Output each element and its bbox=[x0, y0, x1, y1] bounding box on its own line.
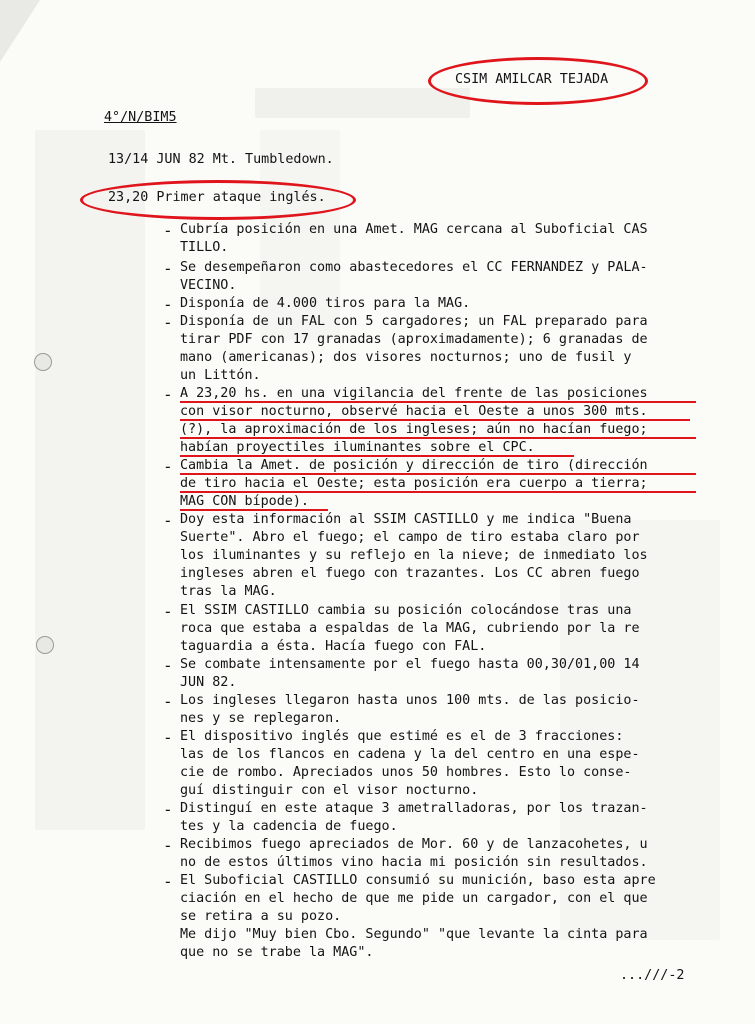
bullet-dash: - bbox=[163, 872, 173, 891]
date-location-line: 13/14 JUN 82 Mt. Tumbledown. bbox=[108, 152, 334, 167]
body-line: roca que estaba a espaldas de la MAG, cubriendo por la re bbox=[180, 621, 640, 636]
body-line: nes y se replegaron. bbox=[180, 711, 342, 726]
red-underline bbox=[180, 491, 696, 493]
red-underline bbox=[180, 419, 690, 421]
body-line: con visor nocturno, observé hacia el Oeste a unos 300 mts. bbox=[180, 404, 648, 419]
body-line: ingleses abren el fuego con trazantes. Los CC abren fuego bbox=[180, 566, 640, 581]
body-line: taguardia a ésta. Hacía fuego con FAL. bbox=[180, 639, 487, 654]
body-line: El dispositivo inglés que estimé es el de 3 fracciones: bbox=[180, 729, 624, 744]
bullet-dash: - bbox=[163, 656, 173, 675]
bullet-dash: - bbox=[163, 313, 173, 332]
bullet-dash: - bbox=[163, 800, 173, 819]
bullet-dash: - bbox=[163, 295, 173, 314]
body-line: Me dijo "Muy bien Cbo. Segundo" "que levante la cinta para bbox=[180, 927, 648, 942]
attack-highlight-circle bbox=[80, 180, 356, 220]
bullet-dash: - bbox=[163, 692, 173, 711]
red-underline bbox=[180, 509, 328, 511]
red-underline bbox=[180, 455, 574, 457]
body-line: no de estos últimos vino hacia mi posición sin resultados. bbox=[180, 855, 648, 870]
body-line: tras la MAG. bbox=[180, 584, 277, 599]
body-line: tes y la cadencia de fuego. bbox=[180, 819, 398, 834]
body-line: Cambia la Amet. de posición y dirección de tiro (dirección bbox=[180, 458, 648, 473]
page-continuation-marker: ...///-2 bbox=[620, 968, 685, 983]
bullet-dash: - bbox=[163, 457, 173, 476]
body-line: Los ingleses llegaron hasta unos 100 mts. de las posicio- bbox=[180, 693, 640, 708]
body-line: (?), la aproximación de los ingleses; aún no hacían fuego; bbox=[180, 422, 648, 437]
body-line: Se desempeñaron como abastecedores el CC FERNANDEZ y PALA- bbox=[180, 260, 648, 275]
body-line: VECINO. bbox=[180, 278, 237, 293]
body-line: un Littón. bbox=[180, 368, 261, 383]
bullet-dash: - bbox=[163, 385, 173, 404]
body-line: Distinguí en este ataque 3 ametralladoras, por los trazan- bbox=[180, 801, 648, 816]
body-line: Cubría posición en una Amet. MAG cercana al Suboficial CAS bbox=[180, 222, 648, 237]
body-line: ciación en el hecho de que me pide un cargador, con el que bbox=[180, 891, 648, 906]
body-line: las de los flancos en cadena y la del centro en una espe- bbox=[180, 747, 640, 762]
body-line: Recibimos fuego apreciados de Mor. 60 y de lanzacohetes, u bbox=[180, 837, 648, 852]
punch-hole-bottom bbox=[36, 636, 54, 654]
bullet-dash: - bbox=[163, 836, 173, 855]
bleed-through-column-left bbox=[35, 130, 145, 830]
bleed-through-title bbox=[255, 88, 470, 118]
folded-corner bbox=[0, 0, 40, 62]
body-line: Suerte". Abro el fuego; el campo de tiro estaba claro por bbox=[180, 530, 640, 545]
body-line: cie de rombo. Apreciados unos 50 hombres. Esto lo conse- bbox=[180, 765, 632, 780]
unit-code: 4°/N/BIM5 bbox=[104, 110, 177, 125]
first-attack-line: 23,20 Primer ataque inglés. bbox=[108, 190, 326, 205]
body-line: Se combate intensamente por el fuego hasta 00,30/01,00 14 bbox=[180, 657, 640, 672]
body-line: El SSIM CASTILLO cambia su posición colocándose tras una bbox=[180, 603, 632, 618]
red-underline bbox=[180, 437, 696, 439]
bullet-dash: - bbox=[163, 511, 173, 530]
body-line: JUN 82. bbox=[180, 675, 237, 690]
body-line: guí distinguir con el visor nocturno. bbox=[180, 783, 479, 798]
body-line: que no se trabe la MAG". bbox=[180, 945, 374, 960]
bullet-dash: - bbox=[163, 728, 173, 747]
body-line: Disponía de un FAL con 5 cargadores; un FAL preparado para bbox=[180, 314, 648, 329]
red-underline bbox=[180, 401, 696, 403]
body-line: Disponía de 4.000 tiros para la MAG. bbox=[180, 296, 471, 311]
bullet-dash: - bbox=[163, 221, 173, 240]
body-line: A 23,20 hs. en una vigilancia del frente de las posiciones bbox=[180, 386, 648, 401]
body-line: habían proyectiles iluminantes sobre el CPC. bbox=[180, 440, 535, 455]
author-name: CSIM AMILCAR TEJADA bbox=[455, 72, 609, 87]
body-line: Doy esta información al SSIM CASTILLO y me indica "Buena bbox=[180, 512, 632, 527]
bullet-dash: - bbox=[163, 602, 173, 621]
body-line: mano (americanas); dos visores nocturnos; uno de fusil y bbox=[180, 350, 632, 365]
punch-hole-top bbox=[34, 353, 52, 371]
body-line: los iluminantes y su reflejo en la nieve; de inmediato los bbox=[180, 548, 648, 563]
body-line: de tiro hacia el Oeste; esta posición era cuerpo a tierra; bbox=[180, 476, 648, 491]
bullet-dash: - bbox=[163, 259, 173, 278]
red-underline bbox=[180, 473, 696, 475]
body-line: El Suboficial CASTILLO consumió su munición, baso esta apre bbox=[180, 873, 656, 888]
body-line: MAG CON bípode). bbox=[180, 494, 309, 509]
body-line: tirar PDF con 17 granadas (aproximadamente); 6 granadas de bbox=[180, 332, 648, 347]
name-highlight-circle bbox=[428, 57, 648, 105]
body-line: se retira a su pozo. bbox=[180, 909, 342, 924]
body-line: TILLO. bbox=[180, 240, 229, 255]
